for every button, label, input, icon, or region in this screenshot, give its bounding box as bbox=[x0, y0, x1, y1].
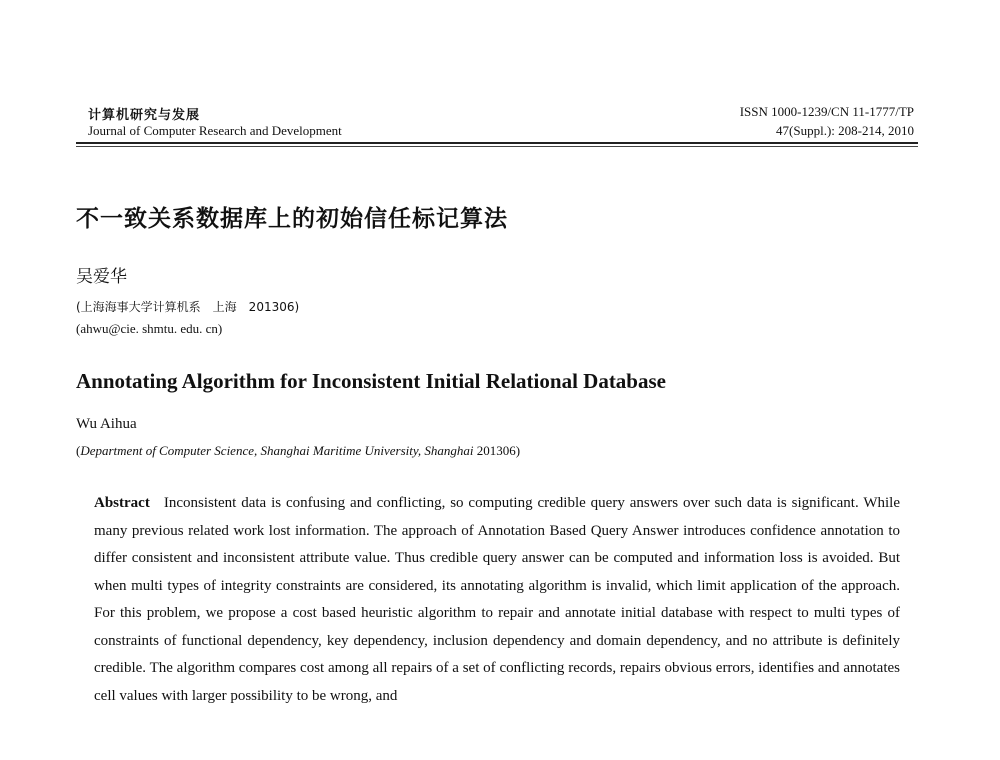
abstract-text: Inconsistent data is confusing and conflicting, so computing credible query answers over such data is significant. While many previous related work lost information. The approach of Annotation Based Query Answer introduces confidence annotation to differ consistent and inconsistent attribute value. Thus credible query answer can be computed and information loss is avoided. But when multi types of integrity constraints are considered, its annotating algorithm is invalid, which limit application of the approach. For this problem, we propose a cost based heuristic algorithm to repair and annotate initial database with respect to multi types of constraints of functional dependency, key dependency, inclusion dependency and domain dependency, and no attribute is definitely credible. The algorithm compares cost among all repairs of a set of conflicting records, repairs obvious errors, identifies and annotates cell values with larger possibility to be wrong, and bbox=[94, 495, 900, 704]
author-email: (ahwu@cie. shmtu. edu. cn) bbox=[76, 321, 223, 336]
journal-volume: 47(Suppl.): 208-214, 2010 bbox=[776, 123, 914, 138]
affiliation-en bbox=[76, 443, 520, 459]
header-rule-thick bbox=[76, 142, 918, 144]
abstract-label: Abstract bbox=[94, 495, 150, 511]
journal-header bbox=[76, 96, 918, 146]
affiliation-en-dept: Department of Computer Science, Shanghai Maritime University, Shanghai bbox=[80, 443, 474, 458]
affiliation-en-open: ( bbox=[76, 443, 81, 458]
journal-issn: ISSN 1000-1239/CN 11-1777/TP bbox=[739, 104, 914, 119]
affiliation-en-code: 201306) bbox=[473, 443, 521, 458]
journal-name-en: Journal of Computer Research and Development bbox=[88, 123, 342, 138]
paper-title-cn: 不一致关系数据库上的初始信任标记算法 bbox=[76, 206, 508, 232]
author-name-en: Wu Aihua bbox=[76, 416, 137, 432]
paper-title-en: Annotating Algorithm for Inconsistent Initial Relational Database bbox=[76, 369, 666, 393]
journal-name-cn: 计算机研究与发展 bbox=[88, 108, 201, 123]
header-rule-thin bbox=[76, 146, 918, 147]
author-name-cn: 吴爱华 bbox=[76, 267, 127, 287]
affiliation-cn: (上海海事大学计算机系 上海 201306) bbox=[76, 300, 300, 314]
abstract bbox=[94, 490, 900, 710]
